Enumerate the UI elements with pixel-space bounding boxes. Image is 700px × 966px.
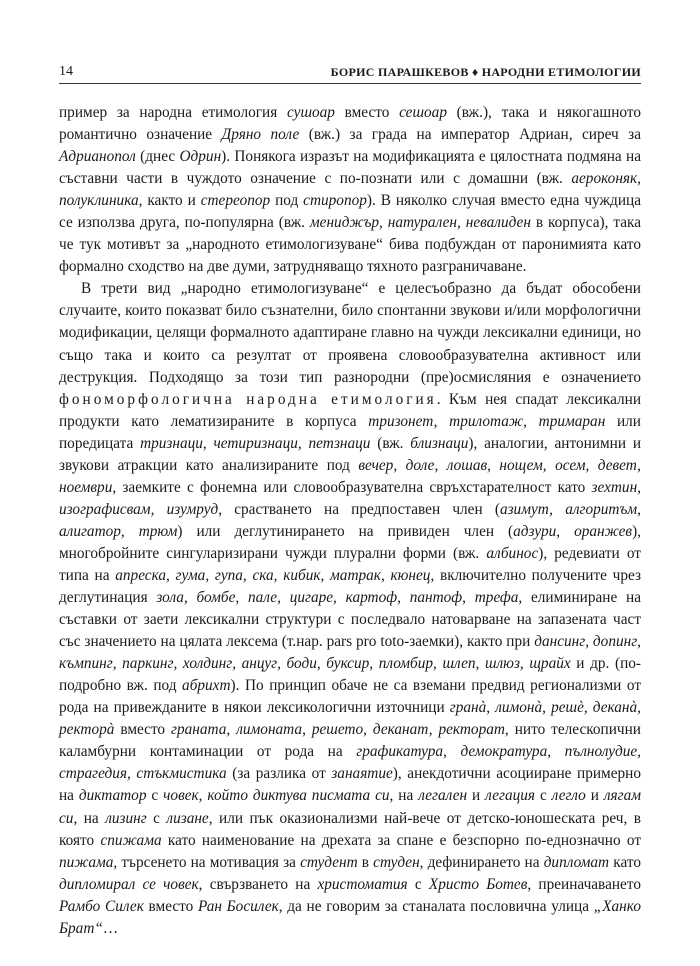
text-run: … xyxy=(102,919,119,937)
text-run: , както и xyxy=(138,192,201,210)
italic-term: Рамбо Силек xyxy=(59,897,144,915)
text-run: ). Понякога изразът на модификацията е цялостната подмяна на съставни части в чуждото означение с по-познати или с домашни (вж. xyxy=(59,148,641,188)
text-run: , нито телескопични каламбурни контаминации от рода на xyxy=(59,721,641,761)
italic-term: легация xyxy=(485,787,536,805)
paragraph xyxy=(59,102,641,278)
italic-term: апреска, гума, гупа, ска, кибик, матрак, кюнец xyxy=(115,566,431,584)
running-header xyxy=(59,62,641,80)
text-run: ). По принцип обаче не са вземани предвид регионализми от рода на привежданите в някои лексикологични източници xyxy=(59,677,642,717)
text-run: и xyxy=(585,787,604,805)
italic-term: графикатура, демократура, пълнолудие, страгедия, стъкмистика xyxy=(59,743,641,783)
body-text xyxy=(59,102,641,940)
header-rule xyxy=(59,83,641,84)
italic-term: стереопор xyxy=(200,192,271,210)
italic-term: човек, който диктува писмата си xyxy=(163,787,390,805)
text-run: , свързването на xyxy=(198,875,318,893)
italic-term: диктатор xyxy=(78,787,147,805)
text-run: , заемките с фонемна или словообразувателна свръхстарателност като xyxy=(112,478,592,496)
italic-term: „Ханко Брат“ xyxy=(59,897,641,937)
text-run: и xyxy=(467,787,486,805)
italic-term: зехтин, изографисвам, изумруд xyxy=(59,478,641,518)
italic-term: Одрин xyxy=(179,148,222,166)
text-run: пример за народна етимология xyxy=(59,104,287,121)
spaced-term: фономорфологична народна етимология xyxy=(59,390,437,408)
text-run: вместо xyxy=(334,104,400,121)
italic-term: дипломат xyxy=(543,853,610,871)
page-number: 14 xyxy=(59,64,73,79)
italic-term: аероконяк, полуклиника xyxy=(59,170,641,210)
italic-term: лизане xyxy=(166,809,209,827)
italic-term: Адрианопол xyxy=(59,148,136,166)
italic-term: пижама xyxy=(59,853,114,871)
italic-term: сешоар xyxy=(399,104,447,121)
italic-term: спижама xyxy=(100,831,162,849)
italic-term: дансинг, допинг, къмпинг, паркинг, холдинг, анцуг, боди, буксир, пломбир, шлеп, шлюз, щрайх xyxy=(59,633,642,673)
italic-term: студент xyxy=(300,853,358,871)
text-run: с xyxy=(407,875,429,893)
running-title: БОРИС ПАРАШКЕВОВ ♦ НАРОДНИ ЕТИМОЛОГИИ xyxy=(330,65,641,79)
text-run: , срастването на предпоставен член ( xyxy=(218,500,500,518)
text-run: като xyxy=(609,853,641,871)
text-run: ). В няколко случая вместо една чуждица се използва друга, по-популярна (вж. xyxy=(59,192,642,232)
italic-term: мениджър, натурален, невалиден xyxy=(309,214,531,232)
text-run: , включително получените чрез деглутинация xyxy=(59,566,641,607)
text-run: в корпуса), така че тук мотивът за „народното етимологизуване“ бива подбуждан от паронимията като формално сходство на две думи, затрудняващо тяхното разграничаване. xyxy=(59,214,641,276)
text-run: , преиначаването xyxy=(527,875,641,893)
text-run: с xyxy=(146,787,164,805)
text-run: , или пък оказионализми най-вече от детско-юношеската реч, в която xyxy=(59,809,642,849)
italic-term: дипломирал се човек xyxy=(59,875,199,893)
text-run: под xyxy=(270,192,304,210)
text-run: като наименование на дрехата за спане е безспорно по-еднозначно от xyxy=(161,831,642,849)
text-run: вместо xyxy=(143,897,198,915)
italic-term: христоматия xyxy=(317,875,408,893)
italic-term: легален xyxy=(418,787,468,805)
text-run: ), аналогии, антонимни и звукови атракции като анализираните под xyxy=(59,434,642,474)
text-run: В трети вид „народно етимологизуване“ е целесъобразно да бъдат обособени случаите, които показват било съзнателни, било спонтанни звукови и/или морфологични модификации, целящи формалното адаптиране главно на чужди лексикални единици, но също така и които са резултат от проявена словообразувателна активност или деструкция. Подходящо за този тип разнородни (пре)осмисляния е означението xyxy=(59,280,641,386)
italic-term: лизинг xyxy=(105,809,147,827)
italic-term: близнаци xyxy=(410,434,469,452)
text-run: , дефинирането на xyxy=(419,853,544,871)
italic-term: занаятие xyxy=(331,765,393,783)
text-run: в xyxy=(357,853,374,871)
text-run: (вж. xyxy=(370,434,411,452)
text-run: (вж.) за града на император Адриан, сиреч за xyxy=(299,126,641,144)
italic-term: Ран Босилек xyxy=(197,897,279,915)
text-run: , на xyxy=(389,787,419,805)
text-run: (днес xyxy=(135,148,180,166)
italic-term: легло xyxy=(551,787,586,805)
text-run: ) или деглутинирането на привиден член ( xyxy=(177,522,514,540)
text-run: или поредицата xyxy=(59,412,641,452)
italic-term: гранà, лимонà, решè, деканà, ректорà xyxy=(59,699,641,739)
italic-term: сушоар xyxy=(286,104,335,121)
italic-term: азимут, алгоритъм, алигатор, трюм xyxy=(59,500,641,540)
text-run: ), редевиати от типа на xyxy=(59,544,641,584)
italic-term: граната, лимоната, решето, деканат, ректорат xyxy=(171,721,505,739)
italic-term: тризонет, трилотаж, тримаран xyxy=(368,412,606,430)
text-run: , на xyxy=(73,809,106,827)
italic-term: вечер, доле, лошав, нощем, осем, девет, ноември xyxy=(59,456,641,496)
italic-term: тризнаци, четиризнаци, петзнаци xyxy=(140,434,371,452)
italic-term: стиропор xyxy=(303,192,367,210)
text-run: , търсенето на мотивация за xyxy=(113,853,301,871)
text-run: ), многобройните сингуларизирани чужди плурални форми (вж. xyxy=(59,522,641,562)
italic-term: зола, бомбе, пале, цигаре, картоф, пантоф, трефа xyxy=(156,589,519,607)
text-run: . Към нея спадат лексикални продукти като лематизираните в корпуса xyxy=(59,390,642,430)
italic-term: адзури, оранжев xyxy=(513,522,633,540)
text-run: (за разлика от xyxy=(226,765,332,783)
italic-term: албинос xyxy=(486,544,539,562)
text-run: с xyxy=(146,809,167,827)
text-run: вместо xyxy=(114,721,172,739)
italic-term: Дряно поле xyxy=(221,126,300,144)
text-run: , да не говорим за станалата пословична улица xyxy=(278,897,594,915)
text-run: с xyxy=(535,787,552,805)
paragraph xyxy=(59,278,641,939)
italic-term: Христо Ботев xyxy=(428,875,528,893)
text-run: , елиминиране на съставки от заети лексикални структури с последвало натоварване на запазената част със значението на цялата лексема (т.нар. pars pro toto-заемки), както при xyxy=(59,589,642,651)
text-run: (вж.), така и някогашното романтично означение xyxy=(59,104,641,144)
text-run: ), анекдотични асоцииране примерно на xyxy=(59,765,641,805)
italic-term: студен xyxy=(373,853,420,871)
italic-term: абрихт xyxy=(182,677,231,695)
italic-term: лягам си xyxy=(59,787,641,827)
text-run: и др. (по-подробно вж. под xyxy=(59,655,641,695)
